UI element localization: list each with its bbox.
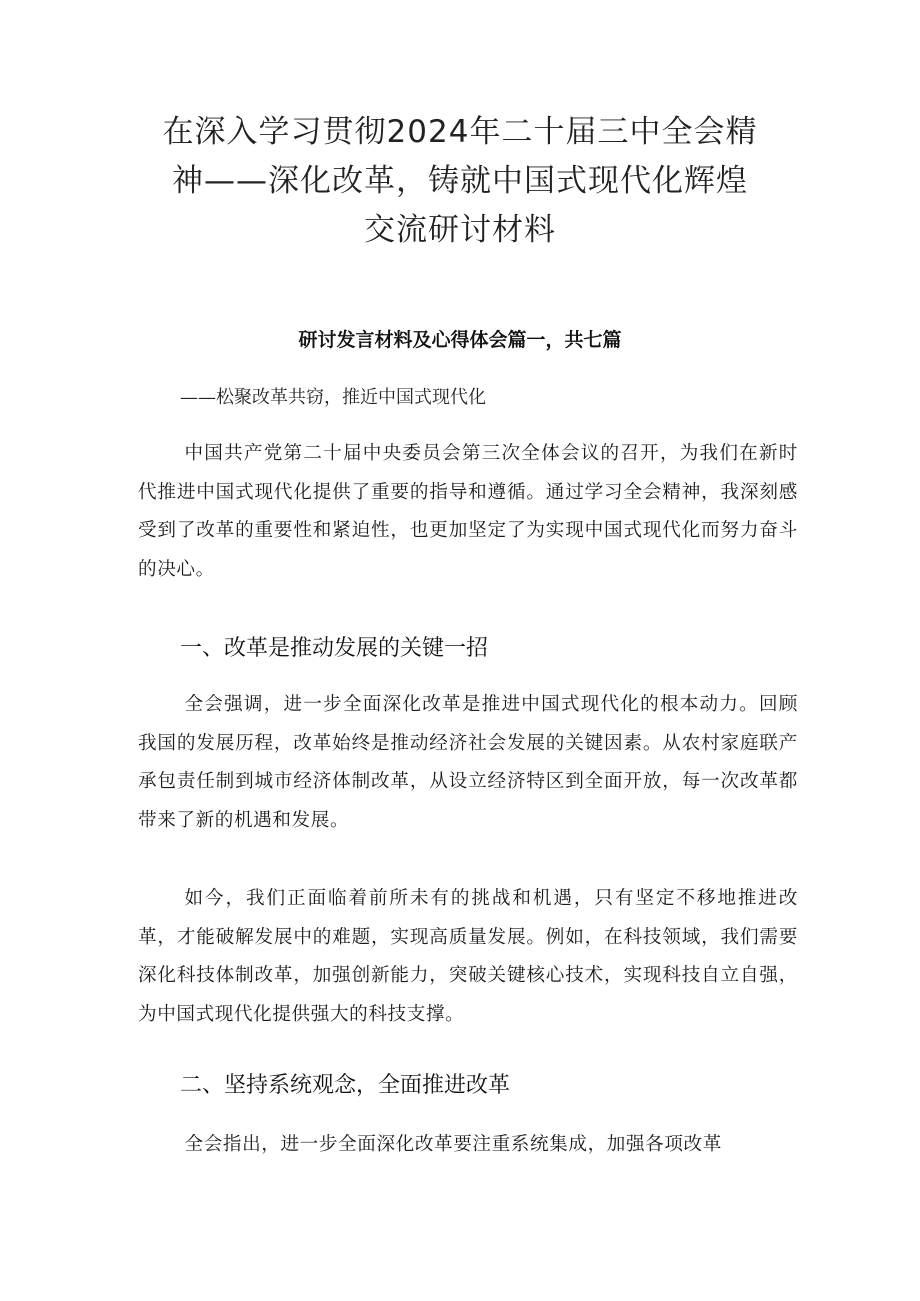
- title-line-3: 交流研讨材料: [364, 212, 556, 248]
- document-title: [120, 108, 800, 255]
- title-line-1: 在深入学习贯彻2024年二十届三中全会精: [162, 114, 758, 150]
- document-tagline: ——松聚改革共窃，推近中国式现代化: [180, 387, 486, 408]
- section-1-heading: 一、改革是推动发展的关键一招: [180, 636, 489, 661]
- section-1-paragraph-2: 如今，我们正面临着前所未有的挑战和机遇，只有坚定不移地推进改革，才能破解发展中的难题，实现高质量发展。例如，在科技领域，我们需要深化科技体制改革，加强创新能力，突破关键核心技术，实现科技自立自强，为中国式现代化提供强大的科技支撑。: [138, 888, 798, 1025]
- section-2-heading: 二、坚持系统观念，全面推进改革: [180, 1073, 511, 1098]
- section-2-paragraph-1: 全会指出，进一步全面深化改革要注重系统集成，加强各项改革: [184, 1134, 722, 1155]
- title-line-2: 神——深化改革，铸就中国式现代化辉煌: [172, 163, 748, 199]
- intro-paragraph: 中国共产党第二十届中央委员会第三次全体会议的召开，为我们在新时代推进中国式现代化提供了重要的指导和遵循。通过学习全会精神，我深刻感受到了改革的重要性和紧迫性，也更加坚定了为实现中国式现代化而努力奋斗的决心。: [138, 443, 798, 580]
- section-1-paragraph-1: 全会强调，进一步全面深化改革是推进中国式现代化的根本动力。回顾我国的发展历程，改革始终是推动经济社会发展的关键因素。从农村家庭联产承包责任制到城市经济体制改革，从设立经济特区到全面开放，每一次改革都带来了新的机遇和发展。: [138, 694, 798, 831]
- document-subtitle: 研讨发言材料及心得体会篇一，共七篇: [298, 329, 622, 351]
